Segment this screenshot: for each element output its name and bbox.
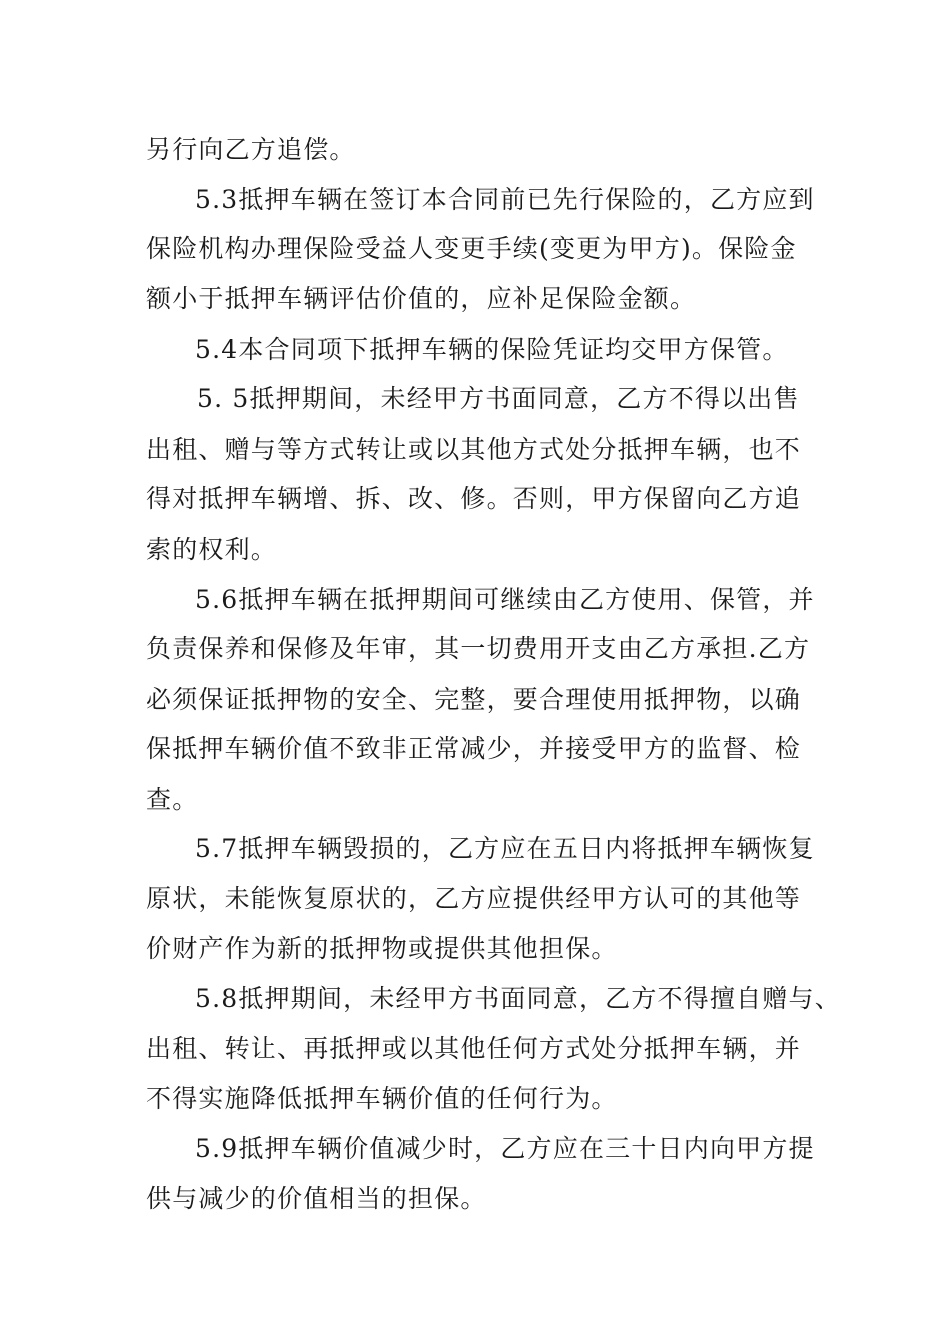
- text-line: 5. 5抵押期间，未经甲方书面同意，乙方不得以出售: [197, 384, 800, 413]
- text-line: 供与减少的价值相当的担保。: [146, 1184, 487, 1213]
- text-line: 另行向乙方追偿。: [146, 135, 356, 164]
- text-line: 负责保养和保修及年审，其一切费用开支由乙方承担.乙方: [146, 634, 811, 663]
- text-line: 得对抵押车辆增、拆、改、修。否则，甲方保留向乙方追: [146, 484, 802, 513]
- text-line: 出租、转让、再抵押或以其他任何方式处分抵押车辆，并: [146, 1034, 802, 1063]
- text-line: 价财产作为新的抵押物或提供其他担保。: [146, 934, 618, 963]
- text-line: 5.8抵押期间，未经甲方书面同意，乙方不得擅自赠与、: [195, 984, 841, 1013]
- text-line: 保险机构办理保险受益人变更手续(变更为甲方)。保险金: [146, 234, 797, 263]
- text-line: 5.4本合同项下抵押车辆的保险凭证均交甲方保管。: [195, 335, 789, 364]
- text-line: 必须保证抵押物的安全、完整，要合理使用抵押物，以确: [146, 685, 802, 714]
- text-line: 查。: [146, 785, 199, 814]
- text-line: 出租、赠与等方式转让或以其他方式处分抵押车辆，也不: [146, 435, 802, 464]
- text-line: 原状，未能恢复原状的，乙方应提供经甲方认可的其他等: [146, 884, 802, 913]
- text-line: 5.7抵押车辆毁损的，乙方应在五日内将抵押车辆恢复: [195, 834, 815, 863]
- text-line: 索的权利。: [146, 535, 278, 564]
- text-line: 不得实施降低抵押车辆价值的任何行为。: [146, 1084, 618, 1113]
- text-line: 额小于抵押车辆评估价值的，应补足保险金额。: [146, 284, 697, 313]
- text-line: 5.9抵押车辆价值减少时，乙方应在三十日内向甲方提: [195, 1134, 815, 1163]
- text-line: 保抵押车辆价值不致非正常减少，并接受甲方的监督、检: [146, 734, 802, 763]
- text-line: 5.6抵押车辆在抵押期间可继续由乙方使用、保管，并: [195, 585, 815, 614]
- text-line: 5.3抵押车辆在签订本合同前已先行保险的，乙方应到: [195, 185, 815, 214]
